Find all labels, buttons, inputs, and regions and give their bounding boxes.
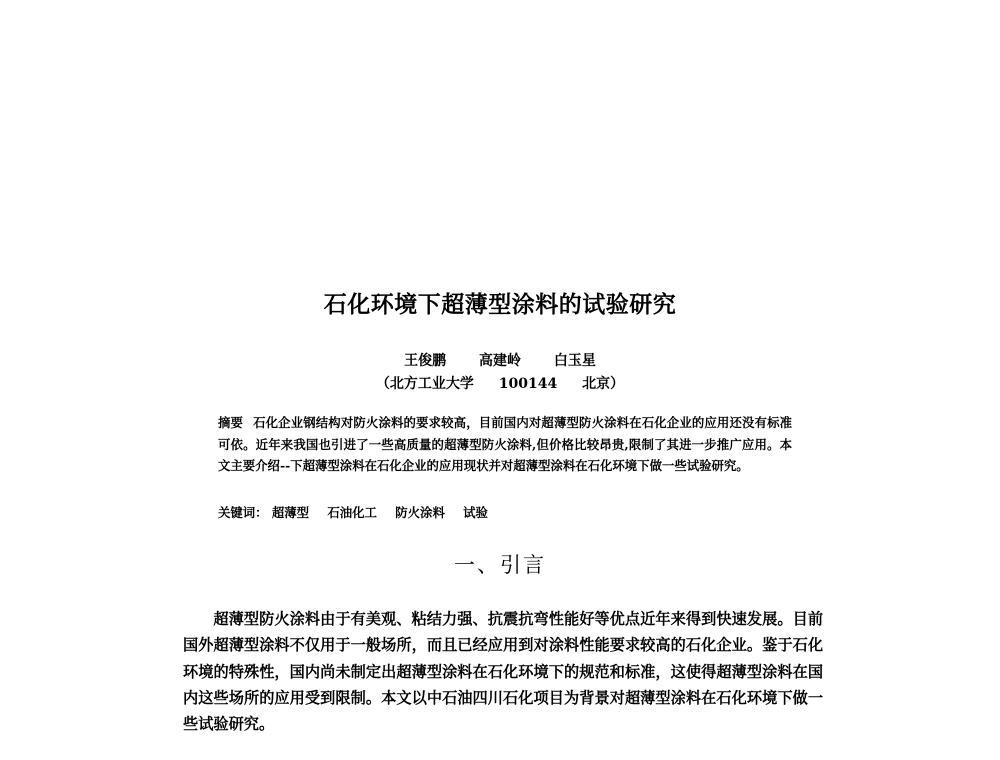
keyword: 防火涂料 — [395, 505, 445, 520]
affiliation — [0, 373, 1000, 393]
affiliation-city: 北京 — [582, 376, 611, 392]
affiliation-postcode: 100144 — [498, 376, 558, 392]
affiliation-institution: 北方工业大学 — [389, 376, 474, 392]
section-heading: 一、引言 — [454, 553, 546, 577]
body-paragraph: 超薄型防火涂料由于有美观、粘结力强、抗震抗弯性能好等优点近年来得到快速发展。目前国外超薄型涂料不仅用于一般场所，而且已经应用到对涂料性能要求较高的石化企业。鉴于石化环境的特殊性，国内尚未制定出超薄型涂料在石化环境下的规范和标准，这使得超薄型涂料在国内这些场所的应用受到限制。本文以中石油四川石化项目为背景对超薄型涂料在石化环境下做一些试验研究。 — [183, 610, 823, 734]
author-name: 王俊鹏 — [404, 353, 447, 369]
abstract-label: 摘要 — [218, 415, 244, 430]
author-list — [0, 350, 1000, 370]
keyword: 石油化工 — [327, 505, 377, 520]
keyword: 试验 — [463, 505, 488, 520]
paper-title: 石化环境下超薄型涂料的试验研究 — [323, 292, 677, 318]
keyword: 超薄型 — [271, 505, 310, 520]
keywords-label: 关键词： — [218, 505, 268, 520]
affiliation-open-paren: （ — [375, 376, 390, 392]
affiliation-close-paren: ） — [610, 376, 625, 392]
author-name: 高建岭 — [479, 353, 521, 369]
keywords — [218, 503, 798, 521]
author-name: 白玉星 — [553, 353, 596, 369]
abstract — [218, 412, 792, 477]
abstract-text: 石化企业钢结构对防火涂料的要求较高，目前国内对超薄型防火涂料在石化企业的应用还没有标准可依。近年来我国也引进了一些高质量的超薄型防火涂料,但价格比较昂贵,限制了其进一步推广应用。本文主要介绍--下超薄型涂料在石化企业的应用现状并对超薄型涂料在石化环境下做一些试验研究。 — [218, 415, 793, 473]
